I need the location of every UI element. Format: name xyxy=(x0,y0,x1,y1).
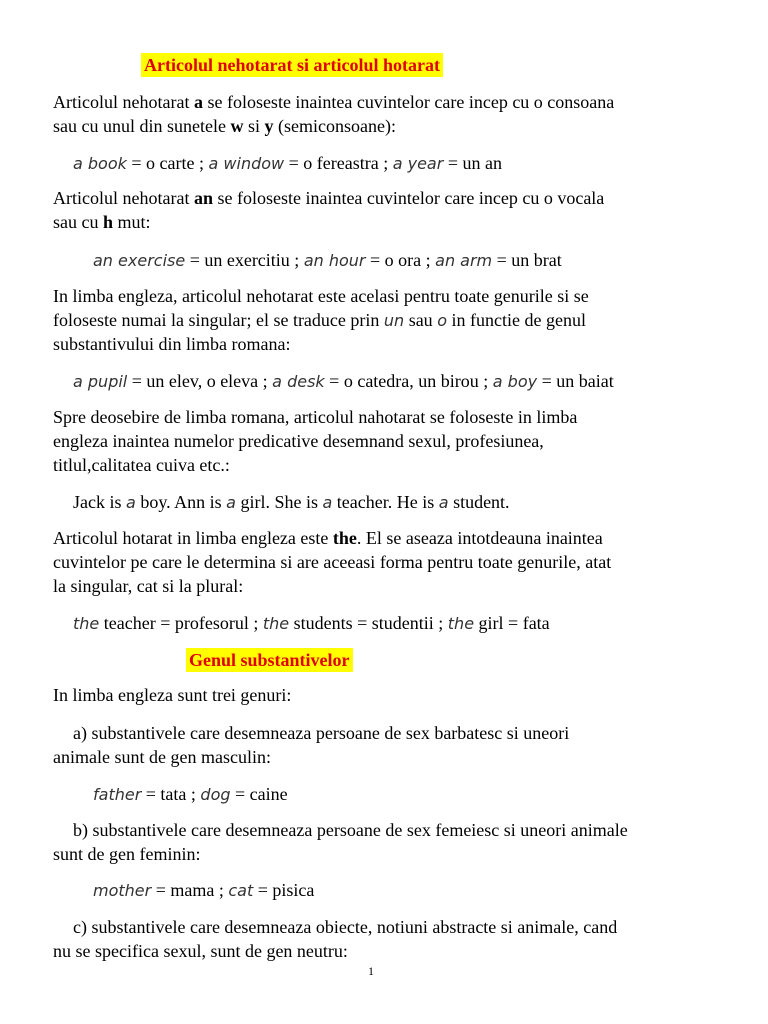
article: a xyxy=(322,493,333,512)
bold-term: h xyxy=(102,212,113,232)
example-line xyxy=(73,612,550,635)
text: sau cu xyxy=(53,212,103,232)
text: sau xyxy=(404,310,438,330)
text: mut: xyxy=(113,212,151,232)
example-term: a pupil xyxy=(73,372,128,391)
paragraph-line: engleza inaintea numelor predicative desemnand sexul, profesiunea, xyxy=(53,431,544,451)
example-line xyxy=(93,879,314,902)
example-term: a window xyxy=(208,154,285,173)
translation: = un exercitiu ; xyxy=(185,250,304,270)
text: in functie de genul xyxy=(446,310,586,330)
paragraph-line xyxy=(53,211,151,233)
text: Jack is xyxy=(73,492,126,512)
example-line xyxy=(73,370,614,393)
translation: = un brat xyxy=(492,250,562,270)
paragraph-line: b) substantivele care desemneaza persoane de sex femeiesc si uneori animale xyxy=(73,820,628,840)
section-heading-articles: Articolul nehotarat si articolul hotarat xyxy=(141,53,443,77)
italic-term: o xyxy=(437,311,447,330)
translation: = pisica xyxy=(253,880,315,900)
example-term: an exercise xyxy=(93,251,186,270)
paragraph-line: titlul,calitatea cuiva etc.: xyxy=(53,455,230,475)
text: foloseste numai la singular; el se traduce prin xyxy=(53,310,384,330)
paragraph-line: animale sunt de gen masculin: xyxy=(53,747,271,767)
example-term: a book xyxy=(73,154,127,173)
example-line xyxy=(93,783,288,806)
example-term: cat xyxy=(228,881,254,900)
section-heading-gender: Genul substantivelor xyxy=(186,648,353,672)
example-term: father xyxy=(93,785,142,804)
page-number: 1 xyxy=(368,964,374,978)
example-line xyxy=(73,152,502,175)
translation: = o fereastra ; xyxy=(284,153,393,173)
text: Articolul nehotarat xyxy=(53,188,194,208)
translation: = un an xyxy=(443,153,502,173)
paragraph-line: cuvintelor pe care le determina si are aceeasi forma pentru toate genurile, atat xyxy=(53,552,612,572)
example-term: the xyxy=(73,614,100,633)
translation: students = studentii ; xyxy=(289,613,448,633)
paragraph-line: sunt de gen feminin: xyxy=(53,844,201,864)
example-term: a year xyxy=(392,154,444,173)
text: student. xyxy=(448,492,510,512)
translation: = un elev, o eleva ; xyxy=(127,371,273,391)
translation: = mama ; xyxy=(151,880,229,900)
italic-term: un xyxy=(383,311,405,330)
paragraph-line: c) substantivele care desemneaza obiecte, notiuni abstracte si animale, cand xyxy=(73,917,618,937)
article: a xyxy=(226,493,236,512)
text: si xyxy=(243,116,265,136)
paragraph-line xyxy=(53,309,586,332)
text: . El se aseaza intotdeauna inaintea xyxy=(356,528,603,548)
paragraph-line: Spre deosebire de limba romana, articolul nahotarat se foloseste in limba xyxy=(53,407,578,427)
text: teacher. He is xyxy=(332,492,439,512)
bold-term: y xyxy=(264,116,274,136)
translation: teacher = profesorul ; xyxy=(99,613,263,633)
text: sau cu unul din sunetele xyxy=(53,116,231,136)
translation: = un baiat xyxy=(537,371,614,391)
example-term: an hour xyxy=(303,251,366,270)
bold-term: w xyxy=(230,116,244,136)
example-line xyxy=(73,491,510,514)
article: a xyxy=(126,493,136,512)
text: boy. Ann is xyxy=(135,492,227,512)
paragraph-line xyxy=(53,115,396,137)
paragraph-line xyxy=(53,187,604,209)
translation: = tata ; xyxy=(141,784,201,804)
paragraph-line xyxy=(53,527,603,549)
translation: = o catedra, un birou ; xyxy=(324,371,493,391)
text: se foloseste inaintea cuvintelor care incep cu o vocala xyxy=(212,188,605,208)
bold-term: the xyxy=(332,528,357,548)
bold-term: a xyxy=(193,92,203,112)
example-term: an arm xyxy=(435,251,493,270)
example-term: the xyxy=(447,614,475,633)
example-term: a desk xyxy=(272,372,325,391)
paragraph-line: nu se specifica sexul, sunt de gen neutru: xyxy=(53,941,348,961)
translation: = o carte ; xyxy=(126,153,209,173)
paragraph-line: la singular, cat si la plural: xyxy=(53,576,244,596)
example-line xyxy=(93,249,562,272)
text: Articolul hotarat in limba engleza este xyxy=(53,528,333,548)
paragraph-line: a) substantivele care desemneaza persoane de sex barbatesc si uneori xyxy=(73,723,570,743)
paragraph-line xyxy=(53,91,614,113)
text: girl. She is xyxy=(235,492,323,512)
example-term: a boy xyxy=(492,372,538,391)
translation: girl = fata xyxy=(474,613,550,633)
paragraph-line: substantivului din limba romana: xyxy=(53,334,291,354)
bold-term: an xyxy=(193,188,213,208)
paragraph-line: In limba engleza, articolul nehotarat este acelasi pentru toate genurile si se xyxy=(53,286,589,306)
text: Articolul nehotarat xyxy=(53,92,194,112)
translation: = o ora ; xyxy=(365,250,436,270)
text: (semiconsoane): xyxy=(273,116,396,136)
example-term: the xyxy=(262,614,290,633)
example-term: dog xyxy=(200,785,231,804)
article: a xyxy=(438,493,449,512)
paragraph-line: In limba engleza sunt trei genuri: xyxy=(53,685,292,705)
example-term: mother xyxy=(93,881,152,900)
translation: = caine xyxy=(230,784,288,804)
text: se foloseste inaintea cuvintelor care incep cu o consoana xyxy=(202,92,615,112)
